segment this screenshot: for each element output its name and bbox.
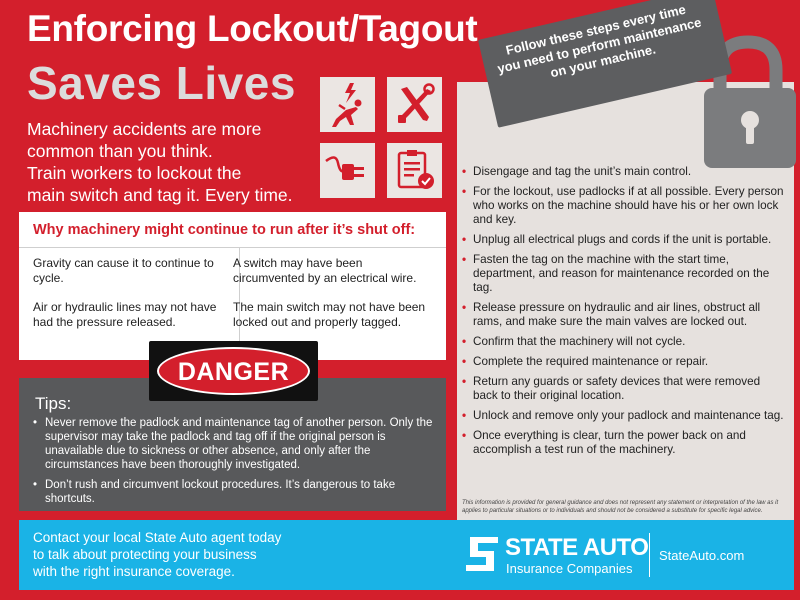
step-item: • Unlock and remove only your padlock and maintenance tag. [462,409,788,423]
tools-icon [387,77,442,132]
tips-list [33,416,438,512]
footer-bar [19,520,794,590]
intro-line: main switch and tag it. Every time. [27,185,293,205]
why-reason: The main switch may not have been locked out and properly tagged. [233,300,426,329]
why-left-column [33,256,233,344]
step-item: • Unplug all electrical plugs and cords if the unit is portable. [462,233,788,247]
why-reason: Air or hydraulic lines may not have had the pressure released. [33,300,217,329]
tag-text: Follow these steps every time you need to perform maintenance on your machine. [495,1,703,81]
step-item: • Confirm that the machinery will not cycle. [462,335,788,349]
footer-cta [33,529,363,580]
why-heading: Why machinery might continue to run after it’s shut off: [33,222,416,238]
cta-line: with the right insurance coverage. [33,564,235,579]
brand-name: STATE AUTO [505,534,649,561]
why-right-column [233,256,433,344]
cta-line: Contact your local State Auto agent today [33,530,282,545]
electrical-plug-icon [320,143,375,198]
clipboard-checklist-icon [387,143,442,198]
why-heading-bar [19,212,446,248]
intro-line: common than you think. [27,141,213,161]
why-machinery-box [19,212,446,360]
step-item: • Disengage and tag the unit’s main control. [462,165,788,179]
title-line-2: Saves Lives [27,57,296,109]
step-item: • Release pressure on hydraulic and air lines, obstruct all rams, and make sure the main valves are locked out. [462,301,788,329]
website-link[interactable]: StateAuto.com [659,548,745,563]
footer-divider [649,533,650,577]
intro-text [27,118,307,206]
tips-title: Tips: [35,394,72,413]
tip-item: • Never remove the padlock and maintenance tag of another person. Only the supervisor may take the padlock and tag off if the original person is unavailable due to sickness or other absence, and only after the circumstances have been thoroughly investigated. [33,416,438,472]
cta-line: to talk about protecting your business [33,547,257,562]
tip-item: • Don’t rush and circumvent lockout procedures. It’s dangerous to take shortcuts. [33,478,438,506]
danger-oval [157,347,310,395]
disclaimer: This information is provided for general guidance and does not represent any statement or interpretation of the law as it applies to particular situations or to individuals and should not be considered a substitute for specific legal advice. [462,500,779,514]
title-line-1: Enforcing Lockout/Tagout [27,8,478,49]
intro-line: Train workers to lockout the [27,163,242,183]
step-item: • Fasten the tag on the machine with the start time, department, and reason for maintenance recorded on the tag. [462,253,788,295]
intro-line: Machinery accidents are more [27,119,262,139]
why-reason: Gravity can cause it to continue to cycle. [33,256,214,285]
step-item: • Return any guards or safety devices that were removed back to their original location. [462,375,788,403]
step-item: • Complete the required maintenance or repair. [462,355,788,369]
step-item: • For the lockout, use padlocks if at all possible. Every person who works on the machine should have his or her own lock and key. [462,185,788,227]
brand-subtitle: Insurance Companies [506,561,633,576]
steps-list [462,165,788,463]
step-item: • Once everything is clear, turn the power back on and accomplish a test run of the machinery. [462,429,788,457]
state-auto-logo-icon [464,533,502,575]
why-reason: A switch may have been circumvented by an electrical wire. [233,256,417,285]
electric-shock-icon [320,77,375,132]
danger-label: DANGER [177,358,290,386]
danger-sign [149,341,318,401]
